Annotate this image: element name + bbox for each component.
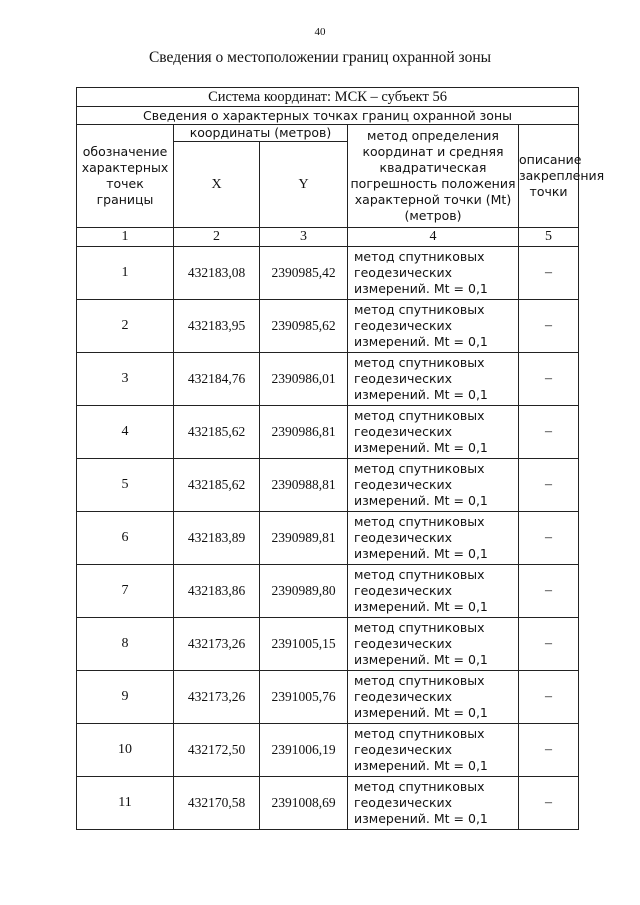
point-id-cell: 7 (77, 565, 174, 618)
point-id-cell: 11 (77, 777, 174, 830)
header-description: описание закрепления точки (519, 125, 579, 228)
y-coordinate-cell: 2391005,15 (260, 618, 348, 671)
x-coordinate-cell: 432183,95 (174, 300, 260, 353)
point-id-cell: 10 (77, 724, 174, 777)
x-coordinate-cell: 432173,26 (174, 671, 260, 724)
method-cell: метод спутниковых геодезических измерений. Mt = 0,1 (348, 512, 519, 565)
coordinate-system-row (77, 88, 579, 107)
method-cell: метод спутниковых геодезических измерений. Mt = 0,1 (348, 247, 519, 300)
method-cell: метод спутниковых геодезических измерений. Mt = 0,1 (348, 300, 519, 353)
point-id-cell: 5 (77, 459, 174, 512)
table-row (77, 724, 579, 777)
point-id-cell: 6 (77, 512, 174, 565)
column-number: 5 (519, 228, 579, 247)
description-cell: – (519, 618, 579, 671)
header-y: Y (260, 142, 348, 228)
method-cell: метод спутниковых геодезических измерений. Mt = 0,1 (348, 777, 519, 830)
description-cell: – (519, 300, 579, 353)
x-coordinate-cell: 432183,08 (174, 247, 260, 300)
table-row (77, 353, 579, 406)
description-cell: – (519, 353, 579, 406)
y-coordinate-cell: 2390989,81 (260, 512, 348, 565)
description-cell: – (519, 671, 579, 724)
x-coordinate-cell: 432173,26 (174, 618, 260, 671)
y-coordinate-cell: 2390986,01 (260, 353, 348, 406)
x-coordinate-cell: 432172,50 (174, 724, 260, 777)
table-row (77, 459, 579, 512)
y-coordinate-cell: 2391006,19 (260, 724, 348, 777)
description-cell: – (519, 565, 579, 618)
header-coordinates: координаты (метров) (174, 125, 348, 142)
table-row (77, 671, 579, 724)
column-number: 4 (348, 228, 519, 247)
point-id-cell: 4 (77, 406, 174, 459)
x-coordinate-cell: 432183,89 (174, 512, 260, 565)
table-row (77, 247, 579, 300)
column-number: 2 (174, 228, 260, 247)
description-cell: – (519, 777, 579, 830)
y-coordinate-cell: 2391008,69 (260, 777, 348, 830)
table-row (77, 777, 579, 830)
table-row (77, 512, 579, 565)
point-id-cell: 3 (77, 353, 174, 406)
header-point: обозначение характерных точек границы (77, 125, 174, 228)
header-row (77, 125, 579, 142)
method-cell: метод спутниковых геодезических измерений. Mt = 0,1 (348, 459, 519, 512)
method-cell: метод спутниковых геодезических измерений. Mt = 0,1 (348, 671, 519, 724)
table-row (77, 565, 579, 618)
column-number-row (77, 228, 579, 247)
table-row (77, 300, 579, 353)
method-cell: метод спутниковых геодезических измерений. Mt = 0,1 (348, 724, 519, 777)
table-row (77, 618, 579, 671)
table-row (77, 406, 579, 459)
method-cell: метод спутниковых геодезических измерений. Mt = 0,1 (348, 618, 519, 671)
header-x: X (174, 142, 260, 228)
x-coordinate-cell: 432185,62 (174, 459, 260, 512)
y-coordinate-cell: 2390989,80 (260, 565, 348, 618)
coordinate-system-label: Система координат: МСК – субъект 56 (77, 88, 579, 107)
description-cell: – (519, 247, 579, 300)
method-cell: метод спутниковых геодезических измерений. Mt = 0,1 (348, 565, 519, 618)
y-coordinate-cell: 2391005,76 (260, 671, 348, 724)
y-coordinate-cell: 2390986,81 (260, 406, 348, 459)
description-cell: – (519, 406, 579, 459)
y-coordinate-cell: 2390985,42 (260, 247, 348, 300)
method-cell: метод спутниковых геодезических измерений. Mt = 0,1 (348, 406, 519, 459)
y-coordinate-cell: 2390985,62 (260, 300, 348, 353)
point-id-cell: 8 (77, 618, 174, 671)
point-id-cell: 2 (77, 300, 174, 353)
column-number: 3 (260, 228, 348, 247)
x-coordinate-cell: 432183,86 (174, 565, 260, 618)
column-number: 1 (77, 228, 174, 247)
point-id-cell: 9 (77, 671, 174, 724)
point-id-cell: 1 (77, 247, 174, 300)
description-cell: – (519, 512, 579, 565)
description-cell: – (519, 724, 579, 777)
method-cell: метод спутниковых геодезических измерений. Mt = 0,1 (348, 353, 519, 406)
x-coordinate-cell: 432184,76 (174, 353, 260, 406)
document-title: Сведения о местоположении границ охранной зоны (148, 49, 492, 66)
boundary-points-table (76, 87, 605, 830)
page-number: 40 (314, 26, 326, 38)
header-method: метод определения координат и средняя квадратическая погрешность положения характерной точки (Mt) (метров) (348, 125, 519, 228)
y-coordinate-cell: 2390988,81 (260, 459, 348, 512)
description-cell: – (519, 459, 579, 512)
x-coordinate-cell: 432170,58 (174, 777, 260, 830)
section-title-row (77, 107, 579, 125)
x-coordinate-cell: 432185,62 (174, 406, 260, 459)
section-title: Сведения о характерных точках границ охранной зоны (77, 107, 579, 125)
